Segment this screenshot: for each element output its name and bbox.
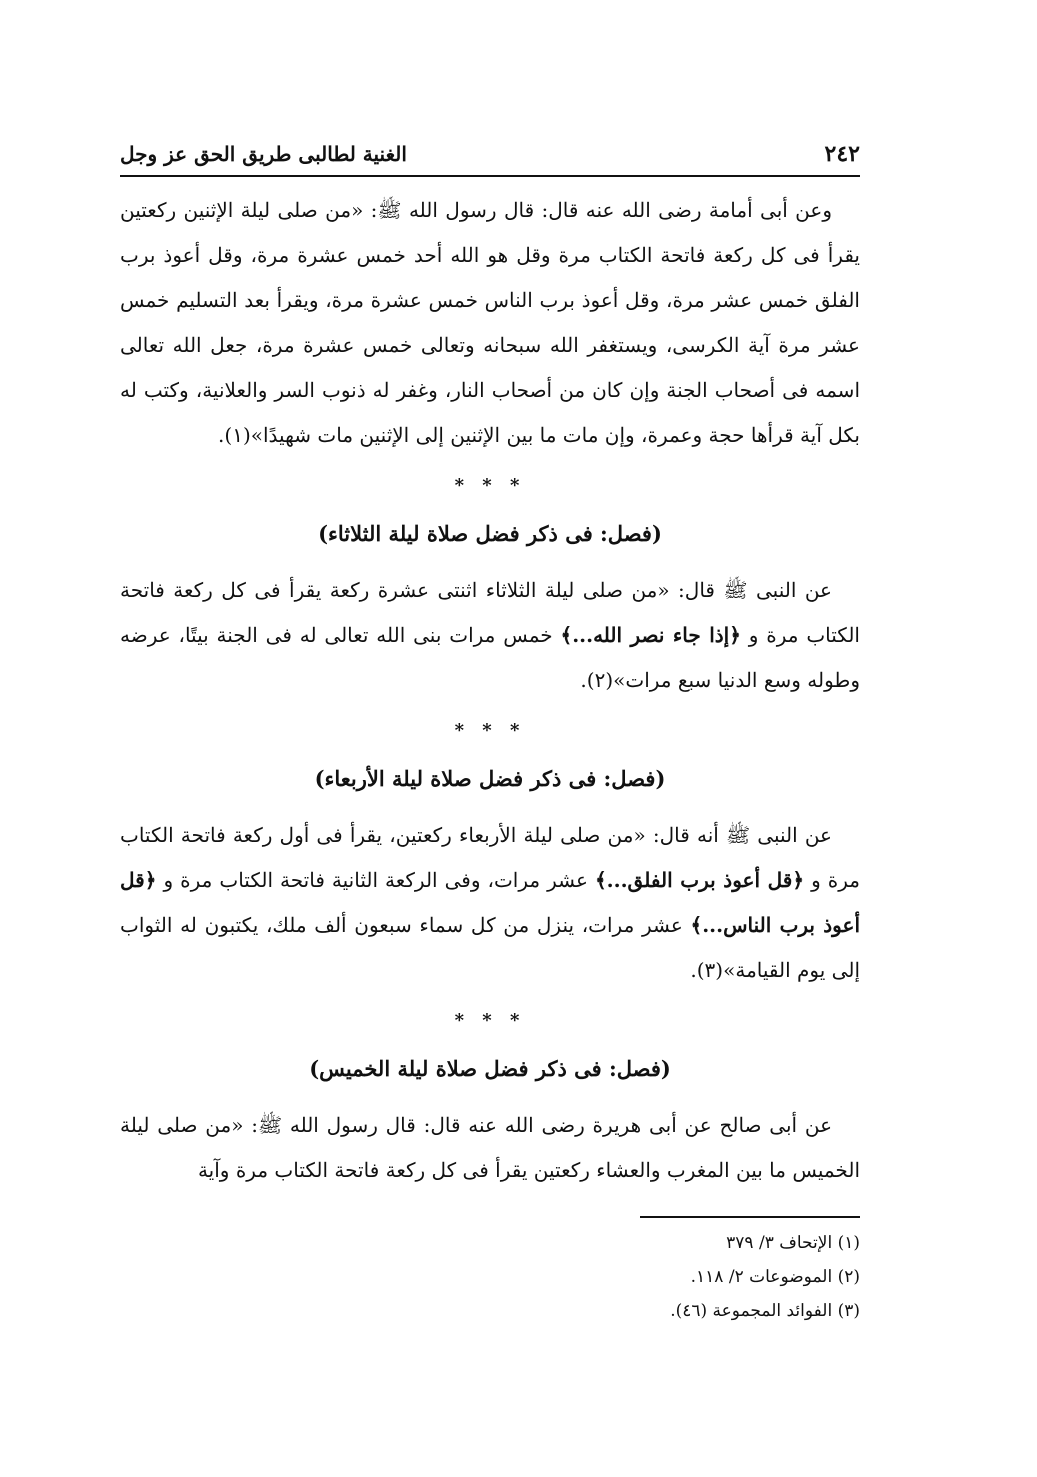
paragraph-monday-night — [120, 188, 860, 458]
section-separator: * * * — [454, 1010, 526, 1031]
header-rule — [120, 175, 860, 177]
section-title-wednesday: (فصل: فى ذكر فضل صلاة ليلة الأربعاء) — [314, 766, 666, 791]
quran-quote: ﴿قل أعوذ برب الناس...﴾ — [120, 868, 861, 937]
main-text — [120, 188, 860, 1193]
footnote-ref-2: (٢). — [580, 668, 614, 692]
footnote-3: (٣) الفوائد المجموعة (٤٦). — [670, 1301, 860, 1321]
paragraph-thursday-night — [120, 1103, 860, 1193]
page-number: ٢٤٢ — [824, 141, 860, 167]
paragraph-text: وعن أبى أمامة رضى الله عنه قال: قال رسول الله ﷺ: «من صلى ليلة الإثنين ركعتين يقرأ فى كل ركعة فاتحة الكتاب مرة وقل هو الله أحد خمس عشرة مرة، وقل أعوذ برب الفلق خمس عشر مرة، وقل أعوذ برب الناس خمس عشرة مرة، ويقرأ بعد التسليم خمس عشر مرة آية الكرسى، ويستغفر الله سبحانه وتعالى خمس عشرة مرة، جعل الله تعالى اسمه فى أصحاب الجنة وإن كان من أصحاب النار، وغفر له ذنوب السر والعلانية، وكتب له بكل آية قرأها حجة وعمرة، وإن مات ما بين الإثنين إلى الإثنين مات شهيدًا» — [120, 198, 860, 447]
section-separator: * * * — [454, 475, 526, 496]
quran-quote: ﴿قل أعوذ برب الفلق...﴾ — [594, 868, 805, 892]
paragraph-tuesday-night — [120, 568, 860, 703]
footnote-ref-1: (١). — [218, 423, 251, 447]
footnotes — [400, 1226, 860, 1328]
paragraph-text: عشر مرات، وفى الركعة الثانية فاتحة الكتاب مرة و — [163, 868, 588, 892]
page-header — [120, 136, 860, 172]
footnote-rule — [640, 1216, 860, 1218]
running-title: الغنية لطالبى طريق الحق عز وجل — [120, 142, 407, 166]
paragraph-wednesday-night — [120, 813, 860, 993]
paragraph-text: عشر مرات، ينزل من كل سماء سبعون ألف ملك، يكتبون له الثواب إلى يوم القيامة» — [120, 913, 860, 982]
quran-quote: ﴿إذا جاء نصر الله...﴾ — [560, 623, 741, 647]
footnote-2: (٢) الموضوعات ٢/ ١١٨. — [690, 1267, 860, 1287]
paragraph-text: عن النبى ﷺ قال: «من صلى ليلة الثلاثاء اثنتى عشرة ركعة يقرأ فى كل ركعة فاتحة الكتاب مرة و — [120, 578, 860, 647]
section-separator: * * * — [454, 720, 526, 741]
footnote-1: (١) الإتحاف ٣/ ٣٧٩ — [726, 1233, 860, 1253]
paragraph-text: عن النبى ﷺ أنه قال: «من صلى ليلة الأربعاء ركعتين، يقرأ فى أول ركعة فاتحة الكتاب مرة و — [120, 823, 860, 892]
paragraph-text: خمس مرات بنى الله تعالى له فى الجنة بيتًا، عرضه وطوله وسع الدنيا سبع مرات» — [120, 623, 860, 692]
paragraph-text: عن أبى صالح عن أبى هريرة رضى الله عنه قال: قال رسول الله ﷺ: «من صلى ليلة الخميس ما بين المغرب والعشاء ركعتين يقرأ فى كل ركعة فاتحة الكتاب مرة وآية — [120, 1113, 860, 1182]
section-title-tuesday: (فصل: فى ذكر فضل صلاة ليلة الثلاثاء) — [318, 521, 662, 546]
footnote-ref-3: (٣). — [690, 958, 724, 982]
section-title-thursday: (فصل: فى ذكر فضل صلاة ليلة الخميس) — [309, 1056, 671, 1081]
